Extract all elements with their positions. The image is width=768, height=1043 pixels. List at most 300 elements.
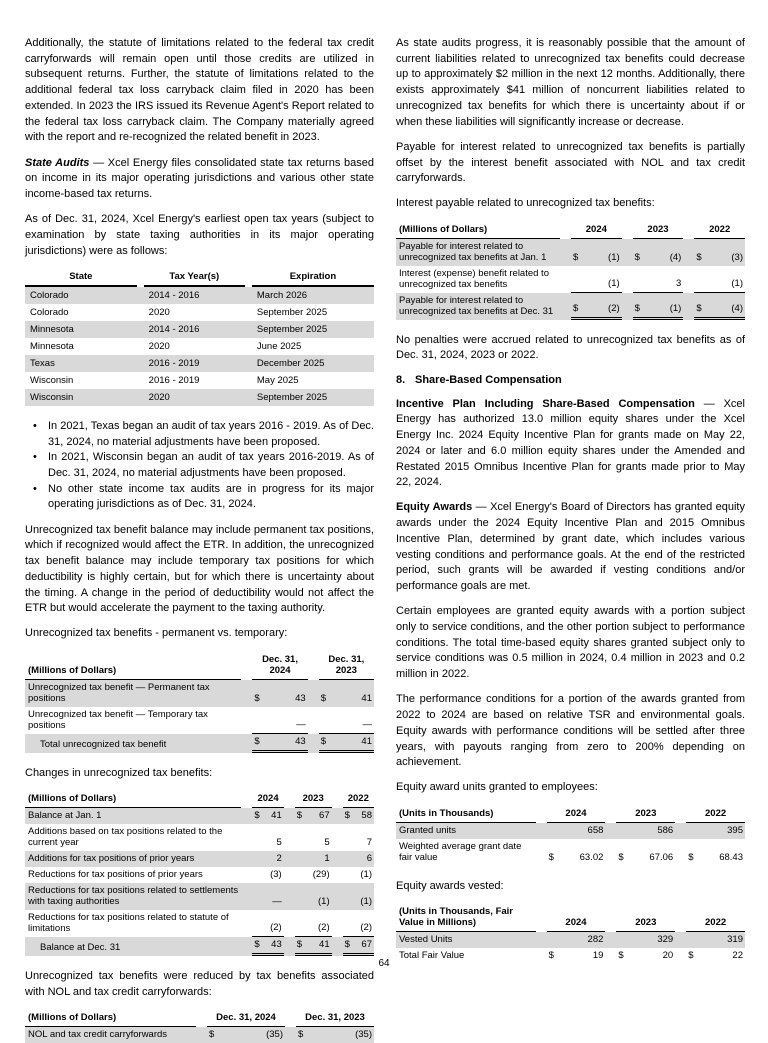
value-cell: (35) [311,1027,374,1043]
spacer [241,937,252,956]
spacer [245,372,252,389]
spacer [284,910,295,937]
spacer [241,791,252,808]
spacer [241,867,252,883]
vested-table-caption: Equity awards vested: [396,879,504,892]
table-row [25,1027,374,1043]
spacer [560,293,571,320]
currency-cell: $ [319,734,334,753]
column-header-year: 2022 [694,222,745,239]
currency-cell: $ [694,239,709,266]
expiration-cell: December 2025 [252,355,374,372]
currency-cell [343,910,358,937]
value-cell: 586 [631,823,675,839]
paragraph-nol-carryforwards: Unrecognized tax benefits were reduced by tax benefits associated with NOL and tax credit carryforwards: [25,969,374,998]
column-header-year: Dec. 31, 2024 [252,652,307,680]
currency-cell [343,883,358,910]
value-cell: 5 [324,837,330,849]
column-header-label: (Millions of Dollars) [25,652,241,680]
list-item: • In 2021, Wisconsin began an audit of tax years 2016-2019. As of Dec. 31, 2024, no material adjustments have been proposed. [25,450,374,481]
changes-table-caption: Changes in unrecognized tax benefits: [25,766,213,779]
table-row [25,824,374,851]
currency-cell: $ [633,293,648,320]
column-header-year: 2024 [252,791,283,808]
value-cell: (3) [270,869,282,881]
currency-cell [295,851,310,867]
expiration-cell: June 2025 [256,340,302,352]
spacer [683,293,694,320]
paragraph-unrecognized-benefit: Unrecognized tax benefit balance may include permanent tax positions, which if recognized would affect the ETR. In addition, the unrecognized tax benefit balance may include temporary tax positions for which deductibility is highly certain, but for which there is uncertainty about the timing. A change in the period of deductibility would not affect the ETR but would accelerate the payment to the taxing authority. [25,523,374,615]
spacer [605,806,616,823]
currency-cell [295,910,310,937]
column-header-year: 2022 [343,791,374,808]
value-cell: (4) [648,239,684,266]
column-header-label: (Millions of Dollars) [25,791,241,808]
value-cell: (1) [586,239,622,266]
spacer [332,910,343,937]
table-row-total [25,734,374,753]
currency-cell [686,823,701,839]
table-row [396,823,745,839]
column-header-year: 2024 [571,222,622,239]
spacer [284,883,295,910]
paragraph-no-penalties: No penalties were accrued related to unrecognized tax benefits as of Dec. 31, 2024, 2023 or 2022. [396,333,745,362]
spacer [284,808,295,824]
currency-cell: $ [252,734,267,753]
spacer [308,707,319,734]
right-column [396,36,745,962]
spacer [605,932,616,948]
row-label: Reductions for tax positions related to settlements with taxing authorities [25,883,241,910]
paragraph-state-audits [25,156,374,203]
currency-cell: $ [548,852,554,864]
value-cell: (2) [358,910,374,937]
currency-cell [252,824,267,851]
currency-cell [686,932,701,948]
perm-temp-table-caption: Unrecognized tax benefits - permanent vs. temporary: [25,627,288,640]
spacer [284,791,295,808]
currency-cell [252,851,267,867]
spacer [308,680,319,707]
value-cell: 41 [267,808,283,824]
table-row [25,321,374,338]
interest-table-caption: Interest payable related to unrecognized tax benefits: [396,197,655,210]
table-row-total [396,293,745,320]
granted-table-caption: Equity award units granted to employees: [396,781,598,794]
tax-years-cell: 2016 - 2019 [148,374,200,386]
value-cell: (1) [648,293,684,320]
value-cell: 41 [334,734,374,753]
tax-years-cell: 2020 [148,306,170,318]
table-row [25,808,374,824]
spacer [308,652,319,680]
value-cell: 395 [701,823,745,839]
expiration-cell: September 2025 [252,321,374,338]
spacer [284,851,295,867]
state-audits-text: — Xcel Energy files consolidated state tax returns based on income in its major operating jurisdictions and various other state income-based tax returns. [25,156,374,200]
value-cell: (1) [709,266,745,293]
state-audits-lead: State Audits [25,156,90,169]
table-header-row [396,806,745,823]
left-column [25,36,374,1041]
spacer [605,839,616,866]
currency-cell: $ [618,852,624,864]
spacer [683,222,694,239]
spacer [137,338,144,355]
table-header-row [396,222,745,239]
value-cell: 319 [701,932,745,948]
table-header-row [25,269,374,287]
value-cell: 67 [310,808,332,824]
row-label: Payable for interest related to unrecognized tax benefits at Jan. 1 [396,239,560,266]
column-header-year: 2022 [686,904,745,932]
row-label: Granted units [396,823,536,839]
column-header-tax-years: Tax Year(s) [144,269,245,287]
paragraph-statute-of-limitations: Additionally, the statute of limitations related to the federal tax credit carryforwards will remain open until those credits are utilized in subsequent returns. Further, the statute of limitations related to the additional federal tax loss carryback claim filed in 2020 has been extended. In 2023 the IRS issued its Revenue Agent's Report related to the federal tax loss carryback claim. The Company materially agreed with the report and re-recognized the related benefit in 2023. [25,37,374,144]
value-cell: 19 [592,950,604,962]
spacer [536,823,547,839]
row-label: Unrecognized tax benefit — Permanent tax positions [25,680,241,707]
value-cell: (3) [709,239,745,266]
spacer [332,883,343,910]
table-row [25,389,374,406]
spacer [675,806,686,823]
currency-cell [252,910,267,937]
spacer [137,304,144,321]
spacer [241,824,252,851]
row-label: NOL and tax credit carryforwards [25,1027,196,1043]
spacer [536,904,547,932]
changes-table [25,791,374,956]
value-cell: 58 [358,808,374,824]
section-number: 8. [396,373,406,386]
table-row [25,851,374,867]
row-label: Payable for interest related to unrecognized tax benefits at Dec. 31 [396,293,560,320]
spacer [241,680,252,707]
value-cell: 2 [267,851,283,867]
value-cell: (2) [310,910,332,937]
spacer [560,239,571,266]
spacer [245,389,252,406]
currency-cell: $ [252,808,267,824]
spacer [245,304,252,321]
table-row [396,239,745,266]
value-cell: 7 [366,837,372,849]
value-cell: (1) [360,869,372,881]
table-row [25,287,374,304]
column-header-state: State [25,269,137,287]
spacer [332,791,343,808]
row-label: Balance at Jan. 1 [25,808,241,824]
column-header-year: 2023 [616,806,675,823]
spacer [241,851,252,867]
spacer [241,883,252,910]
table-header-row [396,904,745,932]
value-cell: 329 [631,932,675,948]
currency-cell [319,707,334,734]
spacer [536,932,547,948]
value-cell: (1) [358,883,374,910]
column-header-label: (Units in Thousands) [396,806,536,823]
value-cell: 41 [310,937,332,956]
value-cell: 67 [358,937,374,956]
value-cell: (1) [586,266,622,293]
spacer [675,904,686,932]
spacer [536,839,547,866]
table-row [25,867,374,883]
column-header-year: 2023 [633,222,684,239]
spacer [137,372,144,389]
table-row [396,266,745,293]
state-cell: Colorado [30,306,69,318]
spacer [245,355,252,372]
equity-awards-lead: Equity Awards [396,501,473,514]
spacer [137,287,144,304]
spacer [285,1010,296,1027]
column-header-label: (Units in Thousands, Fair Value in Millions) [396,904,536,932]
value-cell: 41 [334,680,374,707]
row-label: Total unrecognized tax benefit [25,734,241,753]
value-cell: 20 [662,950,674,962]
currency-cell: $ [295,808,310,824]
row-label: Reductions for tax positions of prior years [28,869,203,881]
currency-cell: $ [295,937,310,956]
paragraph-service-conditions: Certain employees are granted equity awards with a portion subject only to service conditions, and the other portion subject to performance conditions. The total time-based equity shares granted subject only to service conditions was 0.5 million in 2024, 0.4 million in 2023 and 0.2 million in 2022. [396,605,745,681]
currency-cell [252,867,267,883]
equity-vested-table [396,904,745,964]
row-label: Weighted average grant date fair value [399,841,522,864]
table-header-row [25,791,374,808]
spacer [683,239,694,266]
spacer [245,338,252,355]
spacer [332,867,343,883]
row-label: Total Fair Value [399,950,465,962]
spacer [560,266,571,293]
section-heading-share-based-compensation [396,374,745,386]
currency-cell [343,851,358,867]
table-row [25,883,374,910]
spacer [605,904,616,932]
list-item: • No other state income tax audits are in progress for its major operating jurisdictions as of Dec. 31, 2024. [25,482,374,513]
currency-cell [547,823,562,839]
value-cell: 6 [358,851,374,867]
spacer [675,823,686,839]
value-cell: (2) [586,293,622,320]
currency-cell [571,266,586,293]
table-row [25,707,374,734]
table-row [25,304,374,321]
section-title: Share-Based Compensation [415,373,562,386]
spacer [137,321,144,338]
paragraph-performance-conditions: The performance conditions for a portion of the awards granted from 2022 to 2024 are based on relative TSR and environmental goals. Equity awards with performance conditions will be settled after three years, with payouts ranging from zero to 200% depending on achievement. [396,693,745,769]
currency-cell: $ [319,680,334,707]
currency-cell: $ [694,293,709,320]
currency-cell [616,932,631,948]
currency-cell [633,266,648,293]
spacer [332,851,343,867]
perm-temp-table [25,652,374,753]
tax-years-cell: 2014 - 2016 [144,287,245,304]
currency-cell: $ [548,950,554,962]
value-cell: 282 [562,932,606,948]
value-cell: 67.06 [649,852,674,864]
incentive-plan-lead: Incentive Plan Including Share-Based Compensation [396,397,695,410]
spacer [137,355,144,372]
spacer [241,652,252,680]
paragraph-open-tax-years: As of Dec. 31, 2024, Xcel Energy's earliest open tax years (subject to examination by state taxing authorities in its major operating jurisdictions) were as follows: [25,213,374,257]
nol-table [25,1010,374,1043]
table-row [25,372,374,389]
currency-cell: $ [618,950,624,962]
paragraph-equity-awards [396,500,745,594]
table-row [25,680,374,707]
value-cell: 43 [267,680,307,707]
paragraph-interest-offset: Payable for interest related to unrecognized tax benefits is partially offset by the interest benefit associated with NOL and tax credit carryforwards. [396,140,745,185]
state-cell: Minnesota [25,321,137,338]
currency-cell [295,867,310,883]
spacer [622,222,633,239]
currency-cell [343,824,358,851]
spacer [284,937,295,956]
spacer [284,824,295,851]
value-cell: 68.43 [719,852,743,864]
currency-cell [694,266,709,293]
spacer [332,824,343,851]
row-label: Unrecognized tax benefit — Temporary tax positions [28,709,208,732]
value-cell: 658 [562,823,606,839]
paragraph-incentive-plan [396,397,745,491]
incentive-plan-text: — Xcel Energy has authorized 13.0 million equity shares under the Xcel Energy Inc. 2024 Equity Incentive Plan for grants made on May 22, 2024 or later and 6.0 million equity shares under the Amended and Restated 2015 Omnibus Incentive Plan for grants made prior to May 22, 2024. [396,397,745,489]
tax-years-cell: 2020 [148,340,170,352]
column-header-expiration: Expiration [252,269,374,287]
column-header-year: 2024 [547,904,606,932]
spacer [285,1027,296,1043]
column-header-label: (Millions of Dollars) [396,222,560,239]
state-cell: Colorado [25,287,137,304]
table-row [396,932,745,948]
expiration-cell: March 2026 [252,287,374,304]
currency-cell [343,867,358,883]
currency-cell [252,707,267,734]
column-header-year: Dec. 31, 2023 [296,1010,374,1027]
spacer [560,222,571,239]
spacer [683,266,694,293]
state-open-tax-years-table [25,269,374,406]
table-row [25,355,374,372]
value-cell: (4) [709,293,745,320]
tax-years-cell: 2020 [144,389,245,406]
currency-cell: $ [571,293,586,320]
currency-cell [616,823,631,839]
column-header-year: 2023 [616,904,675,932]
value-cell: — [267,707,307,734]
column-header-year: Dec. 31, 2024 [207,1010,285,1027]
value-cell: — [334,707,374,734]
spacer [675,839,686,866]
expiration-cell: May 2025 [256,374,299,386]
currency-cell: $ [688,852,694,864]
table-row [25,338,374,355]
row-label: Balance at Dec. 31 [25,937,241,956]
spacer [137,269,144,287]
spacer [196,1010,207,1027]
page-number: 64 [378,958,390,969]
equity-granted-table [396,806,745,866]
value-cell: 3 [648,266,684,293]
currency-cell: $ [633,239,648,266]
equity-awards-text: — Xcel Energy's Board of Directors has granted equity awards under the 2024 Equity Incentive Plan and 2015 Omnibus Incentive Plan, determined by grant date, which includes various vesting conditions and performance goals. At the end of the restricted period, such grants will be awarded if vesting conditions and/or performance goals are met. [396,501,745,593]
value-cell: 1 [310,851,332,867]
currency-cell: $ [207,1027,222,1043]
currency-cell: $ [252,937,267,956]
list-item: • In 2021, Texas began an audit of tax years 2016 - 2019. As of Dec. 31, 2024, no material adjustments have been proposed. [25,419,374,450]
value-cell: (29) [312,869,330,881]
value-cell: 5 [276,837,282,849]
currency-cell: $ [343,808,358,824]
value-cell: 43 [267,937,283,956]
spacer [622,266,633,293]
currency-cell: $ [296,1027,311,1043]
spacer [245,321,252,338]
table-header-row [25,1010,374,1027]
spacer [622,239,633,266]
tax-years-cell: 2016 - 2019 [144,355,245,372]
state-cell: Wisconsin [25,389,137,406]
state-cell: Texas [25,355,137,372]
value-cell: 63.02 [579,852,604,864]
spacer [332,937,343,956]
spacer [284,867,295,883]
spacer [622,293,633,320]
spacer [241,910,252,937]
spacer [241,808,252,824]
spacer [196,1027,207,1043]
currency-cell: $ [343,937,358,956]
tax-years-cell: 2014 - 2016 [144,321,245,338]
value-cell: — [267,883,283,910]
currency-cell: $ [571,239,586,266]
spacer [245,287,252,304]
column-header-year: 2024 [547,806,606,823]
currency-cell [295,824,310,851]
currency-cell [547,932,562,948]
row-label: Interest (expense) benefit related to unrecognized tax benefits [399,268,549,291]
spacer [241,707,252,734]
table-row [396,839,745,866]
state-cell: Wisconsin [30,374,74,386]
table-header-row [25,652,374,680]
table-row-total [25,937,374,956]
spacer [245,269,252,287]
spacer [332,808,343,824]
spacer [137,389,144,406]
table-row [25,910,374,937]
spacer [241,734,252,753]
currency-cell: $ [252,680,267,707]
column-header-year: Dec. 31, 2023 [319,652,374,680]
row-label: Additions based on tax positions related to the current year [28,826,223,849]
spacer [536,806,547,823]
column-header-year: 2023 [295,791,332,808]
value-cell: 43 [267,734,307,753]
state-cell: Minnesota [30,340,74,352]
row-label: Vested Units [396,932,536,948]
column-header-label: (Millions of Dollars) [25,1010,196,1027]
value-cell: (1) [310,883,332,910]
column-header-year: 2022 [686,806,745,823]
interest-payable-table [396,222,745,320]
currency-cell [295,883,310,910]
